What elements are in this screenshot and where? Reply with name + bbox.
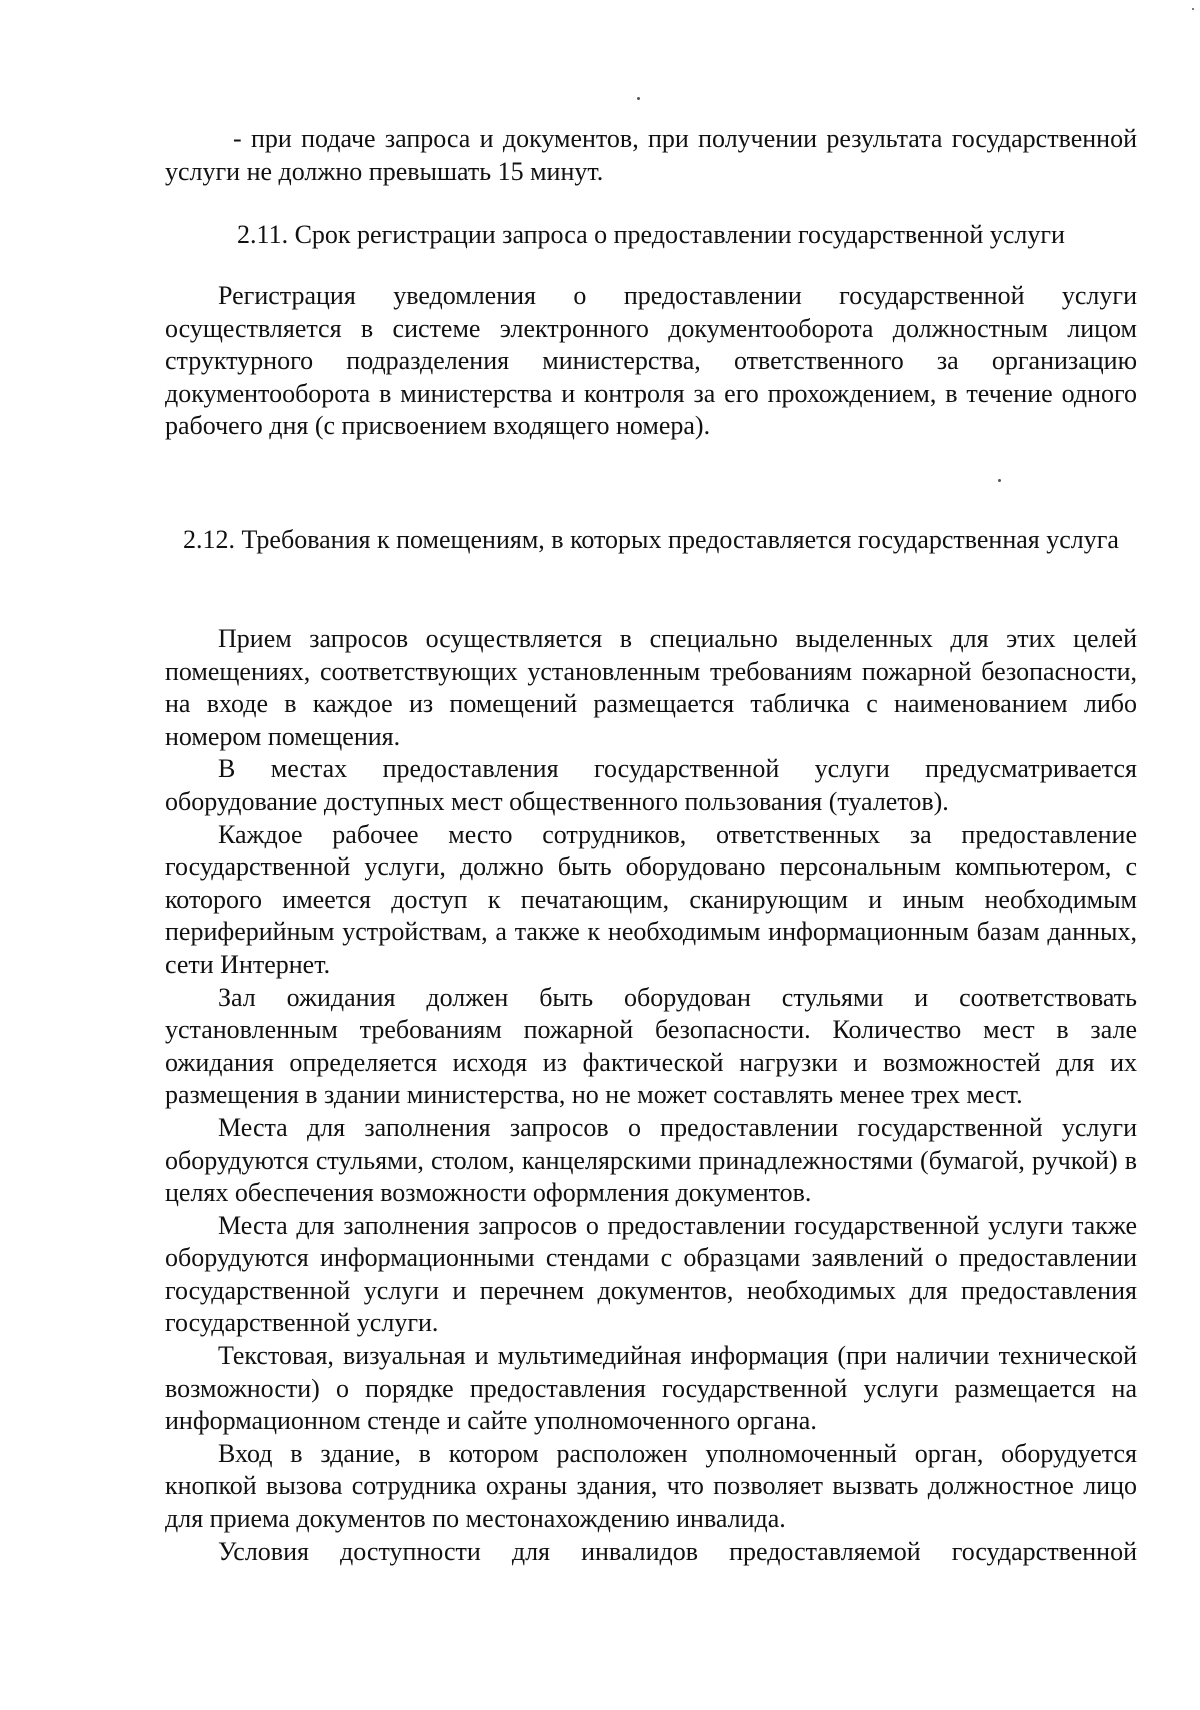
paragraph: Зал ожидания должен быть оборудован стульями и соответствовать установленным требованиям пожарной безопасности. Количество мест в зале ожидания определяется исходя из фактической нагрузки и возможностей для их размещения в здании министерства, но не может составлять менее трех мест. bbox=[165, 982, 1137, 1110]
intro-paragraph: - при подаче запроса и документов, при получении результата государственной услуги не должно превышать 15 минут. bbox=[165, 124, 1137, 186]
paragraph: Прием запросов осуществляется в специально выделенных для этих целей помещениях, соответствующих установленным требованиям пожарной безопасности, на входе в каждое из помещений размещается табличка с наименованием либо номером помещения. bbox=[165, 624, 1137, 751]
paragraph: Условия доступности для инвалидов предоставляемой государственной bbox=[218, 1536, 1137, 1566]
scan-speck bbox=[998, 479, 1001, 482]
section-2-11-heading: 2.11. Срок регистрации запроса о предоставлении государственной услуги bbox=[237, 220, 1065, 249]
paragraph: Регистрация уведомления о предоставлении государственной услуги осуществляется в системе электронного документооборота должностным лицом структурного подразделения министерства, ответственного за организацию документооборота в министерства и контроля за его прохождением, в течение одного рабочего дня (с присвоением входящего номера). bbox=[165, 281, 1137, 441]
paragraph: Вход в здание, в котором расположен уполномоченный орган, оборудуется кнопкой вызова сотрудника охраны здания, что позволяет вызвать должностное лицо для приема документов по местонахождению инвалида. bbox=[165, 1438, 1137, 1534]
section-2-12-body bbox=[165, 623, 1137, 1568]
scan-speck bbox=[1192, 8, 1194, 10]
scan-speck bbox=[637, 97, 640, 100]
paragraph: Каждое рабочее место сотрудников, ответственных за предоставление государственной услуги, должно быть оборудовано персональным компьютером, с которого имеется доступ к печатающим, сканирующим и иным необходимым периферийным устройствам, а также к необходимым информационным базам данных, сети Интернет. bbox=[165, 819, 1137, 979]
paragraph: Места для заполнения запросов о предоставлении государственной услуги также оборудуются информационными стендами с образцами заявлений о предоставлении государственной услуги и перечнем документов, необходимых для предоставления государственной услуги. bbox=[165, 1210, 1137, 1338]
section-2-12-heading: 2.12. Требования к помещениям, в которых предоставляется государственная услуга bbox=[183, 525, 1119, 554]
paragraph: Места для заполнения запросов о предоставлении государственной услуги оборудуются стульями, столом, канцелярскими принадлежностями (бумагой, ручкой) в целях обеспечения возможности оформления документов. bbox=[165, 1112, 1137, 1208]
paragraph: В местах предоставления государственной услуги предусматривается оборудование доступных мест общественного пользования (туалетов). bbox=[165, 754, 1137, 816]
section-2-11-body bbox=[165, 280, 1137, 443]
paragraph: Текстовая, визуальная и мультимедийная информация (при наличии технической возможности) о порядке предоставления государственной услуги размещается на информационном стенде и сайте уполномоченного органа. bbox=[165, 1341, 1137, 1436]
